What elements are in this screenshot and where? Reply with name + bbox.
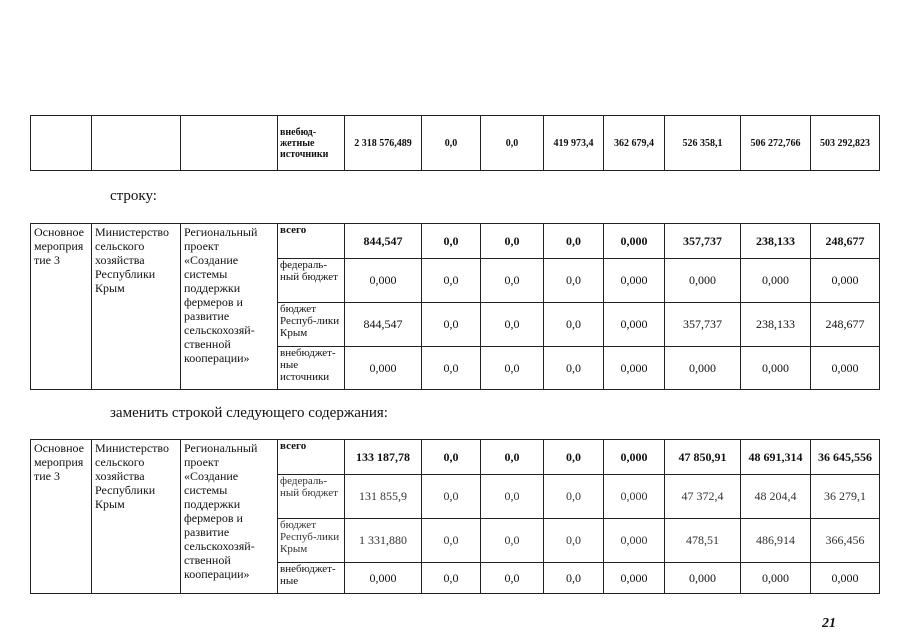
heading-old-row: строку: (110, 188, 157, 204)
funding-source-label: внебюд- жетные источники (278, 116, 345, 171)
value-cell: 357,737 (665, 303, 741, 347)
value-cell: 0,0 (422, 475, 481, 519)
value-cell: 419 973,4 (544, 116, 604, 171)
value-cell: 47 372,4 (665, 475, 741, 519)
value-cell: 0,0 (422, 440, 481, 475)
value-cell: 47 850,91 (665, 440, 741, 475)
value-cell: 0,000 (604, 303, 665, 347)
project-cell: Региональный проект «Создание системы поддержки фермеров и развитие сельскохозяй-ственной кооперации» (181, 224, 278, 390)
funding-source-label: федераль-ный бюджет (278, 259, 345, 303)
value-cell: 844,547 (345, 224, 422, 259)
value-cell: 0,000 (604, 519, 665, 563)
value-cell: 0,000 (604, 347, 665, 390)
value-cell: 0,000 (345, 347, 422, 390)
value-cell: 0,000 (345, 563, 422, 594)
funding-source-label: всего (278, 440, 345, 475)
value-cell: 0,000 (741, 563, 811, 594)
value-cell: 0,0 (544, 224, 604, 259)
value-cell: 2 318 576,489 (345, 116, 422, 171)
value-cell: 366,456 (811, 519, 880, 563)
funding-source-label: бюджет Респуб-лики Крым (278, 519, 345, 563)
value-cell: 248,677 (811, 224, 880, 259)
value-cell: 0,000 (811, 259, 880, 303)
value-cell: 0,0 (544, 519, 604, 563)
value-cell: 238,133 (741, 224, 811, 259)
value-cell: 0,000 (811, 347, 880, 390)
value-cell: 0,0 (481, 224, 544, 259)
value-cell: 48 204,4 (741, 475, 811, 519)
value-cell: 0,000 (665, 347, 741, 390)
value-cell: 36 279,1 (811, 475, 880, 519)
value-cell: 0,0 (481, 347, 544, 390)
value-cell: 0,000 (604, 224, 665, 259)
value-cell: 0,000 (604, 475, 665, 519)
table-row (31, 224, 880, 259)
old-row-table (30, 223, 880, 390)
value-cell: 0,000 (604, 259, 665, 303)
value-cell: 486,914 (741, 519, 811, 563)
value-cell: 0,000 (604, 563, 665, 594)
value-cell: 0,0 (544, 303, 604, 347)
value-cell: 478,51 (665, 519, 741, 563)
value-cell: 0,0 (544, 563, 604, 594)
value-cell: 0,0 (481, 475, 544, 519)
funding-source-label: внебюджет-ные источники (278, 347, 345, 390)
value-cell: 0,000 (741, 259, 811, 303)
value-cell: 0,0 (422, 347, 481, 390)
value-cell: 0,0 (481, 563, 544, 594)
funding-source-label: всего (278, 224, 345, 259)
value-cell: 844,547 (345, 303, 422, 347)
page-number: 21 (822, 616, 836, 631)
value-cell: 238,133 (741, 303, 811, 347)
value-cell: 0,0 (422, 563, 481, 594)
value-cell: 0,000 (345, 259, 422, 303)
value-cell: 248,677 (811, 303, 880, 347)
heading-new-row: заменить строкой следующего содержания: (110, 405, 388, 421)
executor-cell: Министерство сельского хозяйства Республики Крым (92, 440, 181, 594)
value-cell: 48 691,314 (741, 440, 811, 475)
value-cell: 133 187,78 (345, 440, 422, 475)
value-cell: 0,0 (422, 259, 481, 303)
value-cell: 0,000 (665, 259, 741, 303)
value-cell: 0,0 (422, 116, 481, 171)
value-cell: 0,0 (544, 440, 604, 475)
project-cell: Региональный проект «Создание системы поддержки фермеров и развитие сельскохозяй-ственной кооперации» (181, 440, 278, 594)
funding-source-label: бюджет Респуб-лики Крым (278, 303, 345, 347)
funding-source-label: федераль-ный бюджет (278, 475, 345, 519)
value-cell: 1 331,880 (345, 519, 422, 563)
continued-table-fragment (30, 115, 880, 171)
value-cell: 0,0 (481, 259, 544, 303)
value-cell: 503 292,823 (811, 116, 880, 171)
value-cell: 506 272,766 (741, 116, 811, 171)
value-cell: 0,0 (481, 303, 544, 347)
value-cell: 0,000 (604, 440, 665, 475)
table-row (31, 116, 880, 171)
value-cell: 0,0 (422, 519, 481, 563)
value-cell: 526 358,1 (665, 116, 741, 171)
value-cell: 0,0 (544, 475, 604, 519)
event-cell: Основное мероприя тие 3 (31, 440, 92, 594)
value-cell: 36 645,556 (811, 440, 880, 475)
value-cell: 0,0 (544, 259, 604, 303)
new-row-table (30, 439, 880, 594)
table-row (31, 440, 880, 475)
value-cell: 131 855,9 (345, 475, 422, 519)
value-cell: 0,0 (422, 303, 481, 347)
event-cell: Основное мероприя тие 3 (31, 224, 92, 390)
value-cell: 0,000 (811, 563, 880, 594)
value-cell: 0,0 (481, 519, 544, 563)
value-cell: 362 679,4 (604, 116, 665, 171)
value-cell: 0,0 (544, 347, 604, 390)
value-cell: 0,000 (665, 563, 741, 594)
value-cell: 0,0 (422, 224, 481, 259)
value-cell: 0,0 (481, 440, 544, 475)
value-cell: 357,737 (665, 224, 741, 259)
value-cell: 0,000 (741, 347, 811, 390)
funding-source-label: внебюджет-ные (278, 563, 345, 594)
executor-cell: Министерство сельского хозяйства Республики Крым (92, 224, 181, 390)
value-cell: 0,0 (481, 116, 544, 171)
